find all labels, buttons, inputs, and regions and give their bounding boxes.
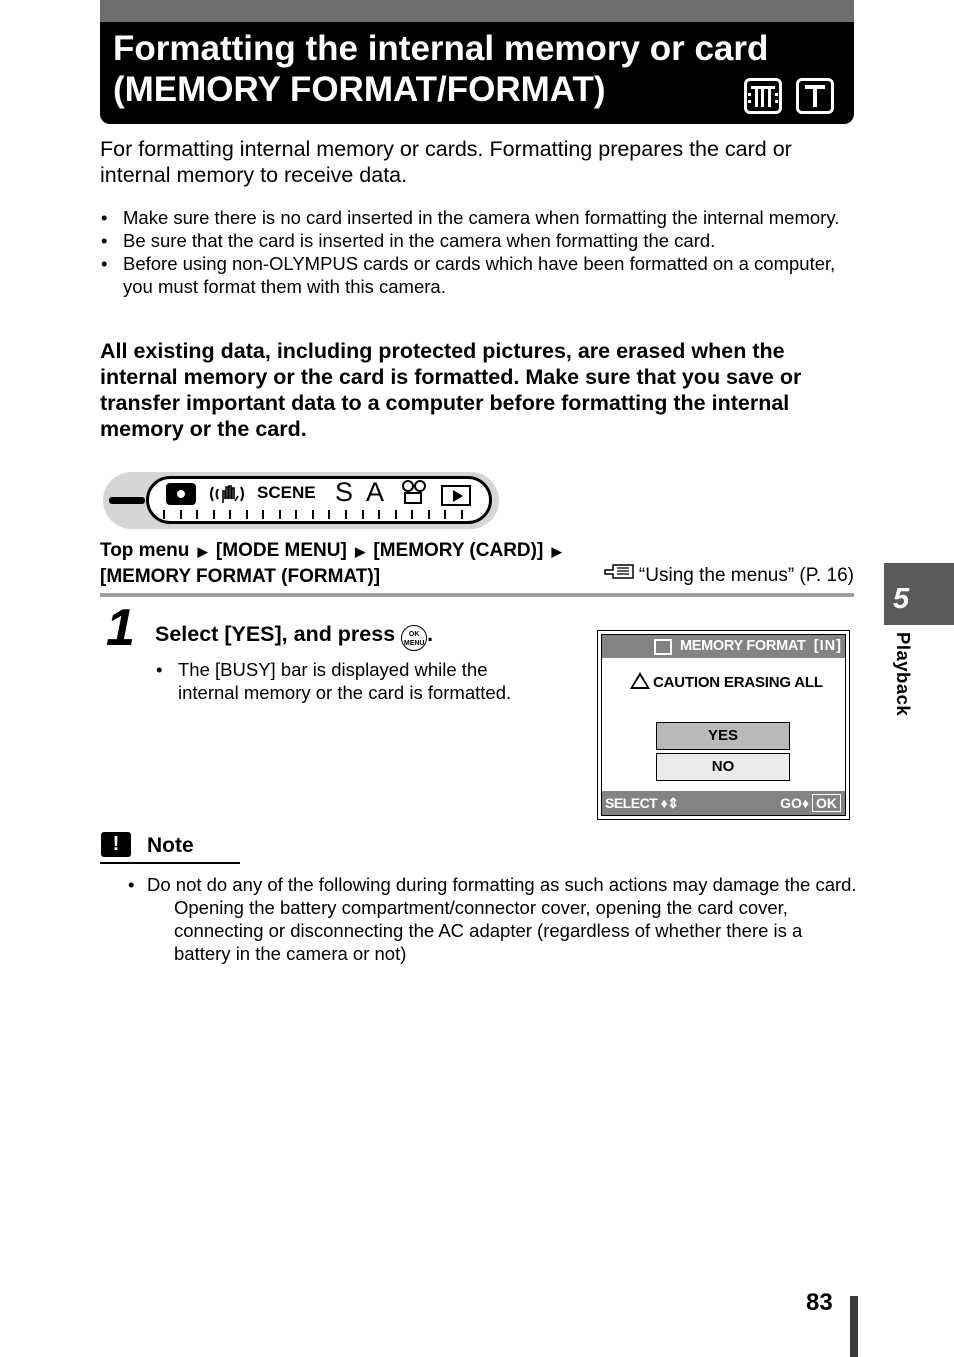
- step-number: 1: [106, 599, 135, 657]
- screen-header: [602, 635, 845, 658]
- list-item: • Be sure that the card is inserted in the camera when formatting the card.: [100, 229, 860, 252]
- playback-icon: [441, 485, 471, 506]
- page-title-line2: (MEMORY FORMAT/FORMAT): [113, 70, 606, 109]
- precaution-list: [100, 206, 860, 298]
- step-notes: [155, 658, 545, 704]
- caution-message: [630, 672, 823, 691]
- caution-text: CAUTION ERASING ALL: [653, 674, 823, 691]
- menu-path-line1: [100, 538, 565, 564]
- list-item: • Make sure there is no card inserted in the camera when formatting the internal memory.: [100, 206, 860, 229]
- internal-memory-icon: [744, 78, 782, 114]
- arrow-right-icon: ▶: [197, 544, 208, 559]
- menu-memory-format: [MEMORY FORMAT (FORMAT)]: [100, 566, 381, 587]
- screen-memory-indicator: [IN]: [813, 638, 842, 654]
- ok-menu-button-icon: OK MENU: [401, 625, 427, 651]
- note-detail: Opening the battery compartment/connector cover, opening the card cover, connecting or disconnecting the AC adapter (regardless of whether there is a battery in the camera or not): [174, 897, 803, 964]
- reference-hand-icon: [603, 562, 639, 584]
- chapter-number: 5: [893, 583, 910, 615]
- list-item: • Before using non-OLYMPUS cards or cards which have been formatted on a computer, you must format them with this camera.: [100, 252, 860, 298]
- footer-go: GO♦ OK: [780, 791, 841, 815]
- menu-reference: [603, 562, 854, 588]
- title-icons: [744, 78, 834, 114]
- note-divider: [100, 862, 240, 864]
- dial-ticks: [163, 510, 463, 520]
- footer-ok: OK: [812, 794, 841, 812]
- section-divider: [100, 593, 854, 597]
- screen-body: [602, 658, 845, 794]
- intro-text: For formatting internal memory or cards. Formatting prepares the card or internal memory to receive data.: [100, 137, 792, 187]
- footer-select: SELECT ♦⇕: [605, 795, 679, 811]
- menu-top: Top menu: [100, 540, 190, 561]
- reference-text: “Using the menus” (P. 16): [638, 565, 854, 586]
- option-yes[interactable]: YES: [656, 722, 790, 750]
- footer-select-label: SELECT: [605, 795, 658, 811]
- chapter-label: Playback: [893, 632, 914, 717]
- title-stripe: [100, 0, 854, 22]
- title-bar: [100, 0, 854, 124]
- caution-icon: [630, 672, 650, 689]
- page-number: 83: [806, 1289, 833, 1316]
- mode-a: A: [366, 477, 385, 507]
- screen-frame: [601, 634, 846, 816]
- step-period: .: [427, 622, 434, 646]
- arrow-right-icon: ▶: [551, 544, 562, 559]
- menu-path: [100, 538, 565, 589]
- internal-memory-icon: [654, 639, 672, 655]
- option-no[interactable]: NO: [656, 753, 790, 781]
- warning-text: All existing data, including protected pictures, are erased when the internal memory or the card is formatted. Make sure that you save or transfer important data to a computer before formatting the internal memory or the card.: [100, 339, 802, 441]
- mode-s: S: [335, 477, 354, 507]
- menu-mode: [MODE MENU]: [215, 540, 347, 561]
- note-icon: !: [101, 832, 131, 857]
- note-bullet: • Do not do any of the following during formatting as such actions may damage the card.: [124, 873, 859, 896]
- step-text: Select [YES], and press: [155, 622, 396, 646]
- mode-scene: SCENE: [257, 483, 316, 502]
- dial-lever: [109, 497, 145, 504]
- movie-icon: [400, 480, 428, 506]
- menu-memory-card: [MEMORY (CARD)]: [373, 540, 544, 561]
- list-item: • The [BUSY] bar is displayed while the internal memory or the card is formatted.: [155, 658, 545, 704]
- footer-go-label: GO: [780, 795, 802, 811]
- camera-screen: [597, 630, 850, 820]
- card-icon: [796, 78, 834, 114]
- step-instruction: [155, 620, 433, 651]
- note-title: Note: [147, 834, 194, 857]
- stabilizer-icon: [209, 481, 247, 507]
- note-body: [124, 873, 859, 965]
- camera-icon: [166, 483, 196, 505]
- arrow-right-icon: ▶: [355, 544, 366, 559]
- screen-footer: [602, 791, 845, 815]
- page-title: [113, 28, 768, 110]
- page-edge-bar: [850, 1296, 858, 1357]
- screen-title: MEMORY FORMAT: [680, 638, 806, 654]
- page-title-line1: Formatting the internal memory or card: [113, 29, 769, 68]
